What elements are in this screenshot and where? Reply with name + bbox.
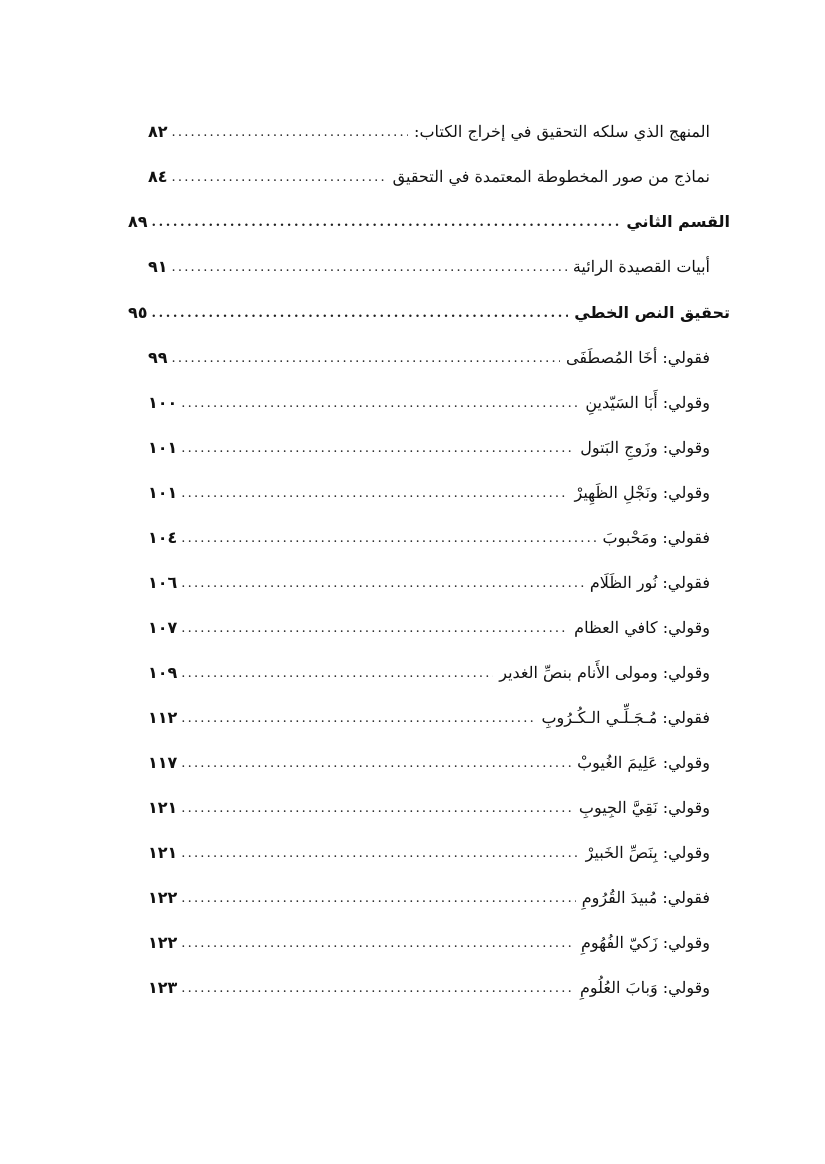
- dot-leader: [172, 161, 387, 191]
- toc-entry-title: وقولي: عَلِيمَ الغُيوبْ: [577, 752, 710, 772]
- toc-entry[interactable]: [148, 342, 710, 372]
- toc-section-heading[interactable]: [128, 297, 730, 327]
- toc-entry-title: أبيات القصيدة الرائية: [572, 256, 710, 276]
- toc-entry[interactable]: [148, 432, 710, 462]
- toc-entry-page: ١١٧: [148, 752, 178, 772]
- toc-entry-title: نماذج من صور المخطوطة المعتمدة في التحقيق: [392, 166, 710, 186]
- toc-entry[interactable]: [148, 161, 710, 191]
- toc-entry[interactable]: [148, 251, 710, 281]
- toc-entry[interactable]: [148, 882, 710, 912]
- toc-entry-page: ٩٥: [128, 302, 148, 322]
- toc-entry-page: ١٠١: [148, 482, 178, 502]
- toc-entry-title: فقولي: مُبيدَ القُرُومِ: [581, 887, 710, 907]
- toc-entry-title: فقولي: نُور الظَلَام: [589, 572, 710, 592]
- toc-entry-page: ١٠٦: [148, 572, 178, 592]
- toc-entry-page: ٩٩: [148, 347, 168, 367]
- toc-entry[interactable]: [148, 792, 710, 822]
- toc-entry-page: ١٠٤: [148, 527, 178, 547]
- toc-entry-title: تحقيق النص الخطي: [574, 302, 730, 322]
- toc-entry-page: ١٢٢: [148, 887, 178, 907]
- toc-entry[interactable]: [148, 927, 710, 957]
- dot-leader: [181, 612, 568, 642]
- toc-entry[interactable]: [148, 972, 710, 1002]
- dot-leader: [181, 387, 579, 417]
- toc-entry-page: ١٢٣: [148, 977, 178, 997]
- toc-entry-title: وقولي: ومولى الأَنام بنصِّ الغدير: [499, 662, 710, 682]
- toc-entry[interactable]: [148, 837, 710, 867]
- toc-entry-page: ١٠٩: [148, 662, 178, 682]
- toc-entry[interactable]: [148, 387, 710, 417]
- dot-leader: [172, 251, 567, 281]
- toc-entry-page: ٨٢: [148, 121, 168, 141]
- toc-entry-title: وقولي: وزَوجِ البَتول: [580, 437, 710, 457]
- toc-entry-title: وقولي: نَقِيَّ الجِيوبِ: [578, 797, 710, 817]
- toc-entry-page: ١٢١: [148, 797, 178, 817]
- toc-entry[interactable]: [148, 612, 710, 642]
- toc-entry-title: وقولي: أَبَا السَيّدينِ: [585, 392, 710, 412]
- toc-entry-title: وقولي: بِنَصِّ الخَبيرْ: [585, 842, 710, 862]
- dot-leader: [181, 747, 571, 777]
- dot-leader: [181, 927, 575, 957]
- toc-entry-title: القسم الثاني: [626, 211, 730, 231]
- toc-entry-title: فقولي: أخَا المُصطَفَى: [566, 347, 710, 367]
- toc-entry[interactable]: [148, 702, 710, 732]
- toc-entry-title: فقولي: ومَحْبوبَ: [602, 527, 710, 547]
- dot-leader: [181, 882, 575, 912]
- toc-entry-page: ١٠١: [148, 437, 178, 457]
- dot-leader: [181, 702, 535, 732]
- dot-leader: [181, 477, 568, 507]
- toc-entry[interactable]: [148, 116, 710, 146]
- dot-leader: [181, 432, 574, 462]
- dot-leader: [152, 297, 569, 327]
- toc-entry[interactable]: [148, 477, 710, 507]
- toc-entry-page: ١١٢: [148, 707, 178, 727]
- toc-section-heading[interactable]: [128, 206, 730, 236]
- dot-leader: [172, 342, 560, 372]
- toc-entry-page: ٩١: [148, 256, 168, 276]
- dot-leader: [181, 792, 573, 822]
- toc-entry[interactable]: [148, 657, 710, 687]
- toc-entry-title: وقولي: ونَجْلِ الظَهِيرْ: [574, 482, 710, 502]
- toc-entry-page: ٨٩: [128, 211, 148, 231]
- dot-leader: [181, 522, 596, 552]
- dot-leader: [181, 567, 584, 597]
- dot-leader: [181, 657, 493, 687]
- toc-entry-page: ٨٤: [148, 166, 168, 186]
- toc-entry[interactable]: [148, 522, 710, 552]
- toc-entry-title: وقولي: وَبابَ العُلُومِ: [579, 977, 710, 997]
- dot-leader: [181, 972, 574, 1002]
- toc-entry-page: ١٠٠: [148, 392, 178, 412]
- toc-entry-page: ١٢٢: [148, 932, 178, 952]
- toc-entry-title: وقولي: كافي العظام: [574, 617, 710, 637]
- toc-entry-title: المنهج الذي سلكه التحقيق في إخراج الكتاب:: [414, 121, 710, 141]
- toc-entry-page: ١٢١: [148, 842, 178, 862]
- toc-entry[interactable]: [148, 567, 710, 597]
- dot-leader: [172, 116, 409, 146]
- dot-leader: [181, 837, 579, 867]
- toc-entry[interactable]: [148, 747, 710, 777]
- toc-entry-page: ١٠٧: [148, 617, 178, 637]
- toc-entry-title: فقولي: مُـجَـلِّـي الـكُـرُوبِ: [541, 707, 710, 727]
- dot-leader: [152, 206, 621, 236]
- toc-entry-title: وقولي: زَكيّ الفُهُومِ: [580, 932, 710, 952]
